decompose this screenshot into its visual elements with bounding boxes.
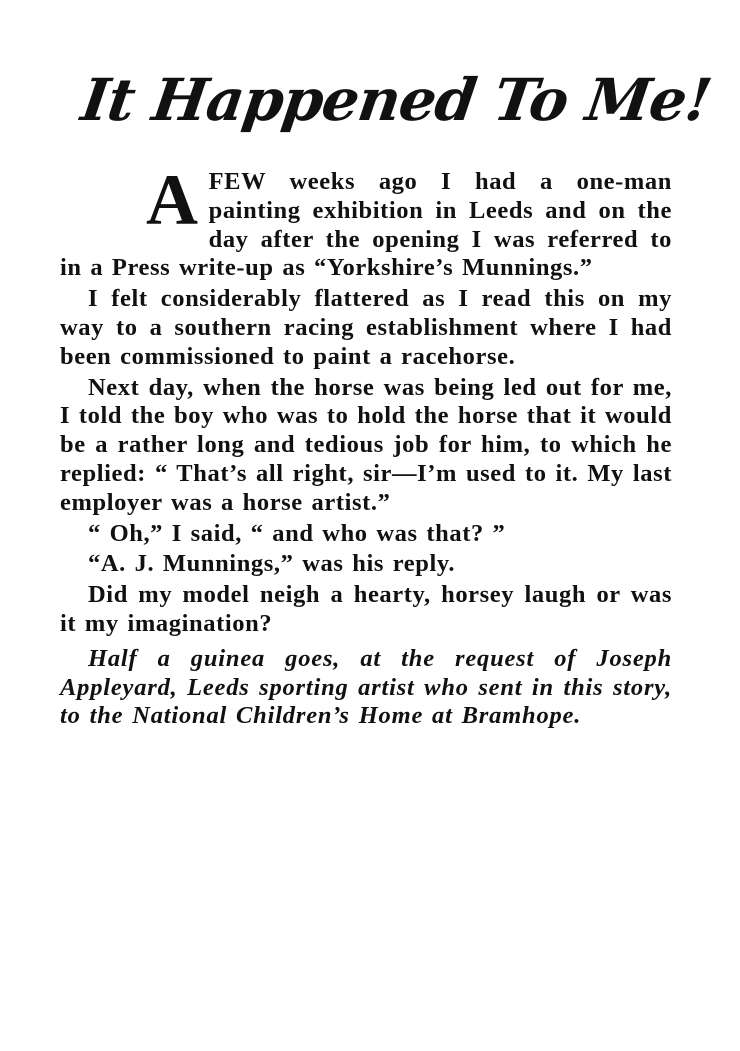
article-paragraph-3: Next day, when the horse was being led out for me, I told the boy who was to hold the horse that it would be a rather long and tedious job for him, to which he replied: “ That’s all right, sir—I’m used to it. My last employer was a horse artist.” (60, 373, 672, 516)
article-body (60, 160, 672, 731)
newspaper-clipping (60, 58, 716, 733)
article-paragraph-6: Did my model neigh a hearty, horsey laugh or was it my imagination? (60, 581, 672, 637)
article-paragraph-2: I felt considerably flattered as I read this on my way to a southern racing establishment where I had been commissioned to paint a racehorse. (60, 285, 672, 370)
article-paragraph-4: “ Oh,” I said, “ and who was that? ” (88, 519, 506, 547)
article-paragraph-1 (60, 160, 672, 283)
drop-cap: A (146, 160, 199, 240)
headline: It Happened To Me! (77, 66, 716, 134)
story-credit: Half a guinea goes, at the request of Joseph Appleyard, Leeds sporting artist who sent in this story, to the National Children’s Home at Bramhope. (60, 644, 672, 730)
article-paragraph-5: “A. J. Munnings,” was his reply. (88, 550, 456, 578)
paragraph-1-text: FEW weeks ago I had a one-man painting exhibition in Leeds and on the day after the opening I was referred to in a Press write-up as “Yorkshire’s Munnings.” (60, 168, 672, 282)
